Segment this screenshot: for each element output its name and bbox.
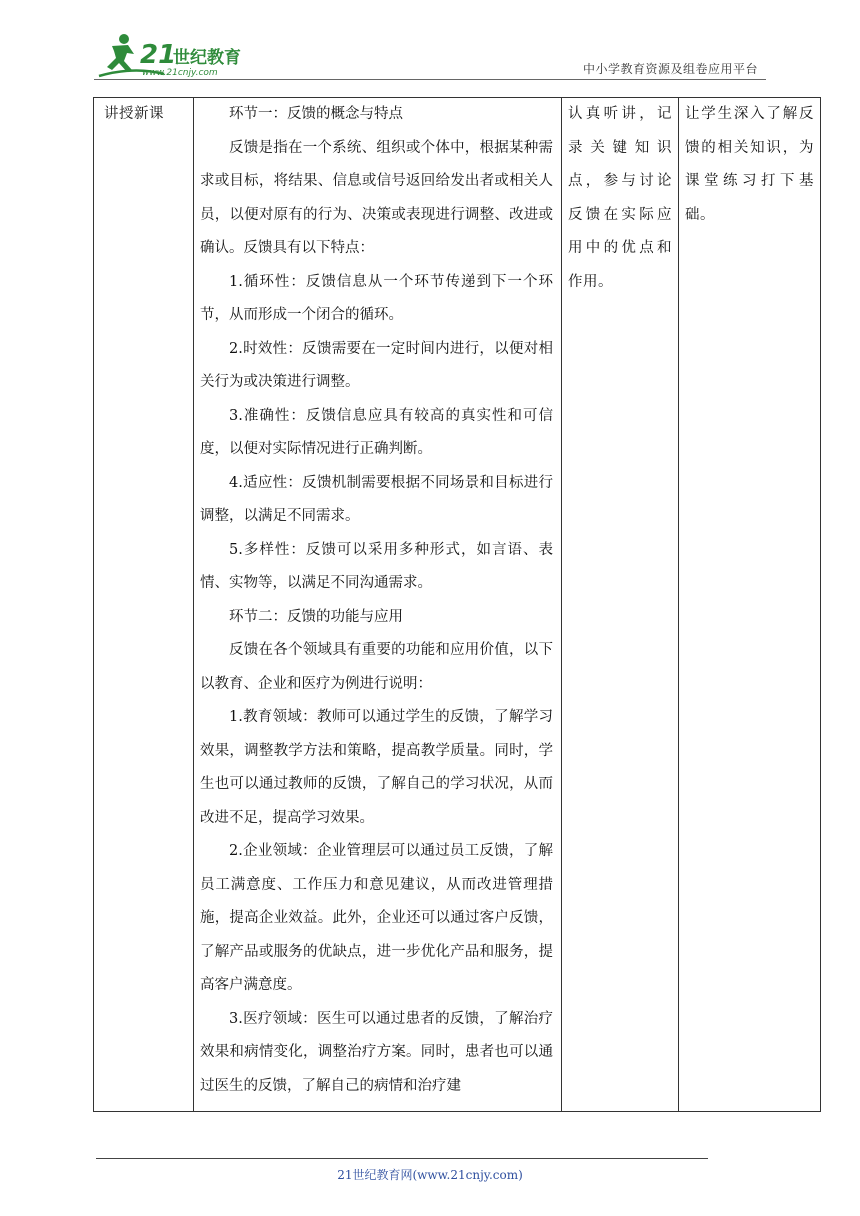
footer-site-link[interactable]: 21世纪教育网(www.21cnjy.com) — [337, 1168, 523, 1182]
table-row — [94, 98, 821, 1112]
content-paragraph: 环节二：反馈的功能与应用 — [229, 608, 403, 625]
content-paragraph: 1.教育领域：教师可以通过学生的反馈，了解学习效果，调整教学方法和策略，提高教学质量。同时，学生也可以通过教师的反馈，了解自己的学习状况，从而改进不足，提高学习效果。 — [200, 709, 553, 826]
runner-logo-icon — [94, 30, 264, 80]
student-activity-cell — [562, 98, 679, 1112]
student-activity-text: 认真听讲，记录关键知识点，参与讨论反馈在实际应用中的优点和作用。 — [568, 106, 672, 290]
content-paragraph: 反馈在各个领域具有重要的功能和应用价值，以下以教育、企业和医疗为例进行说明： — [200, 642, 553, 692]
platform-label: 中小学教育资源及组卷应用平台 — [582, 62, 758, 76]
content-paragraph: 3.准确性：反馈信息应具有较高的真实性和可信度，以便对实际情况进行正确判断。 — [200, 407, 553, 457]
svg-text:21: 21 — [140, 40, 177, 70]
svg-text:www.21cnjy.com: www.21cnjy.com — [142, 68, 218, 78]
content-paragraph: 3.医疗领域：医生可以通过患者的反馈，了解治疗效果和病情变化，调整治疗方案。同时，患者也可以通过医生的反馈，了解自己的病情和治疗建 — [200, 1010, 553, 1094]
svg-text:世纪教育: 世纪教育 — [173, 48, 241, 68]
content-paragraph: 2.时效性：反馈需要在一定时间内进行，以便对相关行为或决策进行调整。 — [200, 340, 553, 390]
footer-divider — [96, 1158, 708, 1159]
page-header — [0, 0, 860, 90]
design-intent-cell — [679, 98, 821, 1112]
section-label-cell — [94, 98, 194, 1112]
content-paragraph: 环节一：反馈的概念与特点 — [229, 106, 403, 122]
header-divider — [94, 79, 766, 80]
content-paragraph: 1.循环性：反馈信息从一个环节传递到下一个环节，从而形成一个闭合的循环。 — [200, 273, 553, 323]
content-paragraph: 5.多样性：反馈可以采用多种形式，如言语、表情、实物等，以满足不同沟通需求。 — [200, 541, 553, 591]
content-paragraph: 4.适应性：反馈机制需要根据不同场景和目标进行调整，以满足不同需求。 — [200, 474, 553, 524]
design-intent-text: 让学生深入了解反馈的相关知识，为课堂练习打下基础。 — [685, 106, 814, 223]
content-paragraph: 2.企业领域：企业管理层可以通过员工反馈，了解员工满意度、工作压力和意见建议，从而改进管理措施，提高企业效益。此外，企业还可以通过客户反馈，了解产品或服务的优缺点，进一步优化产品和服务，提高客户满意度。 — [200, 843, 553, 993]
site-logo — [94, 30, 264, 80]
lesson-table — [93, 97, 821, 1112]
content-paragraph: 反馈是指在一个系统、组织或个体中，根据某种需求或目标，将结果、信息或信号返回给发出者或相关人员，以便对原有的行为、决策或表现进行调整、改进或确认。反馈具有以下特点： — [200, 139, 553, 256]
section-label: 讲授新课 — [104, 106, 164, 122]
teaching-content-cell — [194, 98, 562, 1112]
